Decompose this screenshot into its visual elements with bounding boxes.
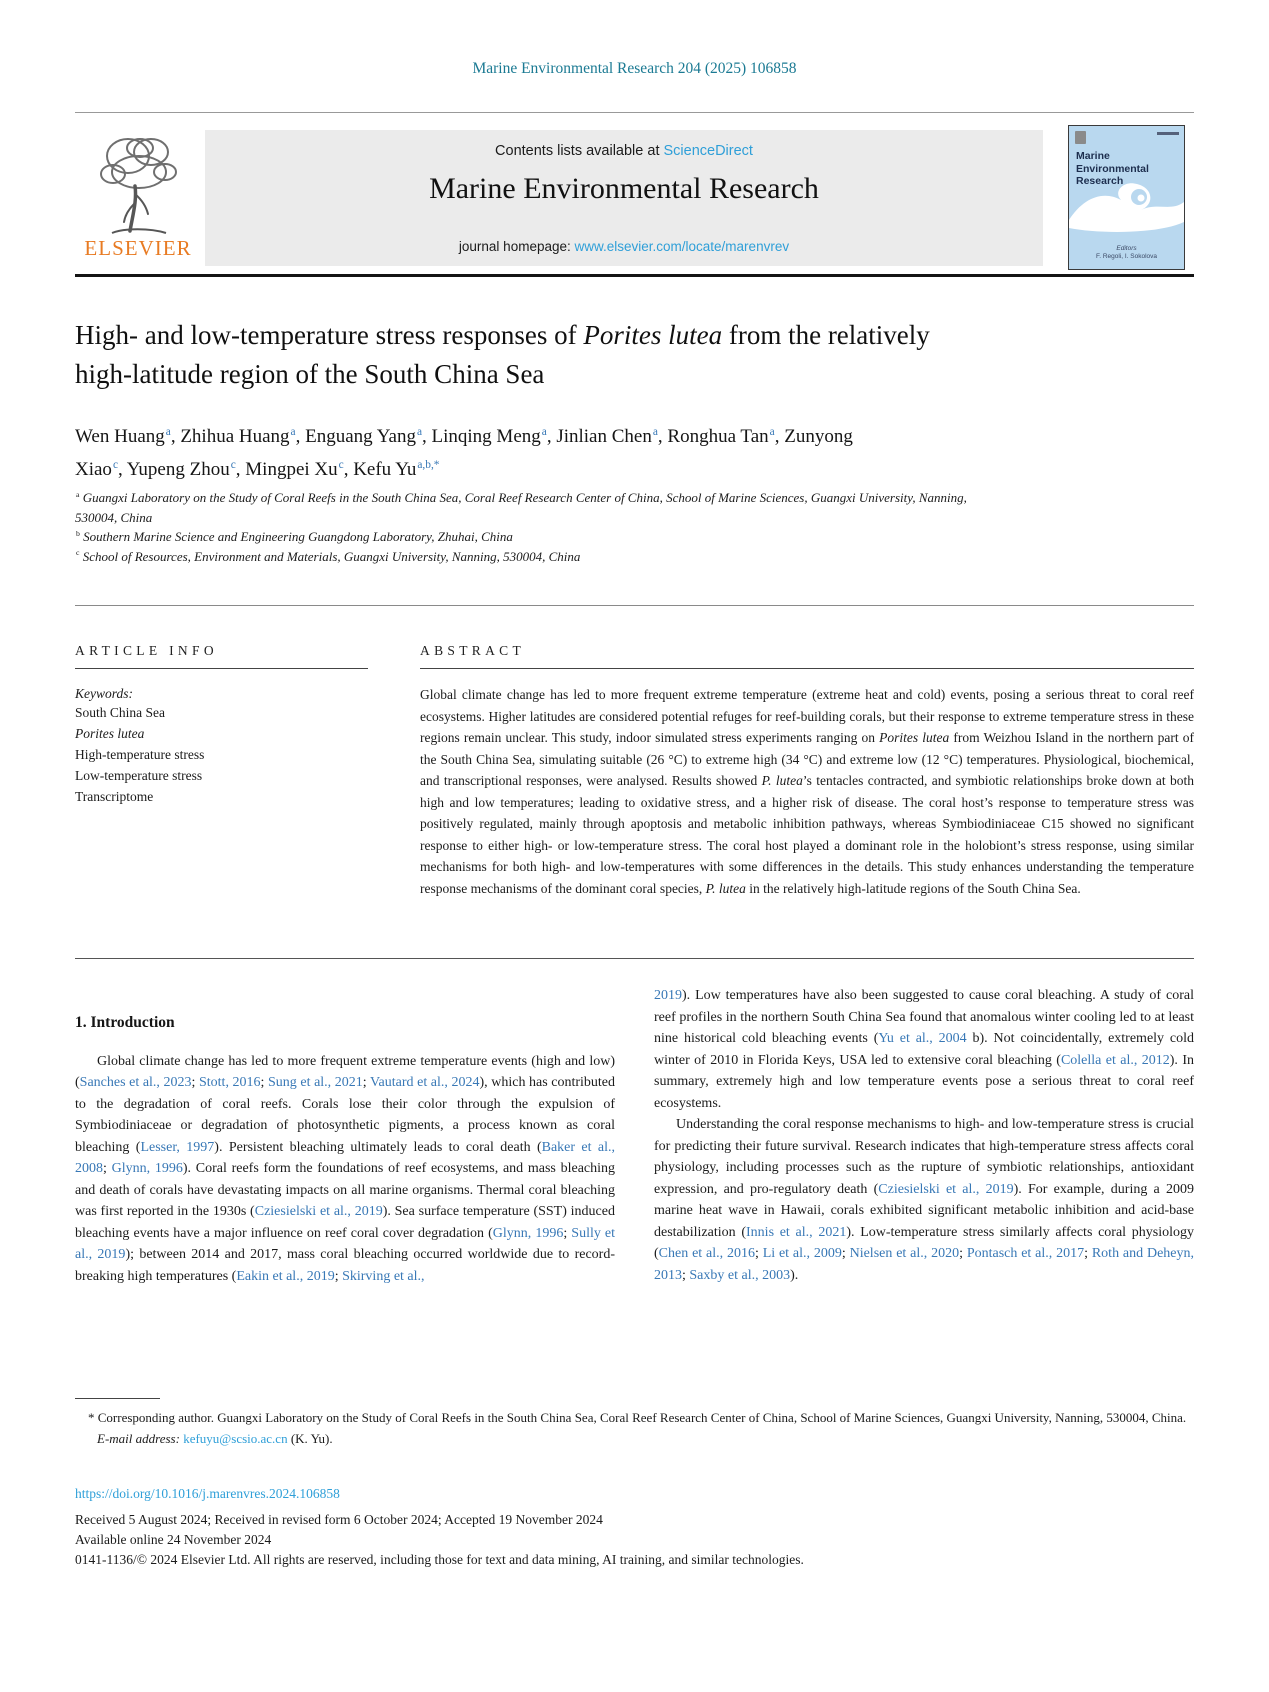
article-info-column <box>75 643 368 807</box>
intro-paragraph-1-continued <box>654 985 1194 1114</box>
text-segment: , <box>235 459 246 480</box>
masthead <box>75 128 1194 268</box>
body-column-left <box>75 985 615 1287</box>
affiliation-a <box>75 488 975 527</box>
text-segment: , <box>118 459 127 480</box>
text-segment: b). Not coincidentally, extremely cold winter of 2010 in Florida Keys, USA led to extensive coral bleaching ( <box>654 1031 1194 1068</box>
contents-prefix: Contents lists available at <box>495 143 664 159</box>
citation-link[interactable]: Cziesielski et al., 2019 <box>878 1181 1014 1197</box>
text-segment: Yupeng Zhou <box>126 459 230 480</box>
hyperlink[interactable]: kefuyu@scsio.ac.cn <box>183 1430 288 1446</box>
text-segment: ). <box>790 1267 799 1283</box>
text-segment: ), which has contributed to the degradation of coral reefs. Corals lose their color through the expulsion of Symbiodiniaceae or degradation of photosynthetic pigments, a process known as coral bleaching ( <box>75 1075 616 1155</box>
text-segment: P. lutea <box>705 880 746 896</box>
contents-line <box>205 143 1043 159</box>
citation-link[interactable]: Innis et al., 2021 <box>746 1224 847 1240</box>
text-segment: in the relatively high-latitude regions of the South China Sea. <box>745 880 1081 896</box>
cover-elsevier-mini-logo <box>1075 131 1086 144</box>
citation-link[interactable]: Yu et al., 2004 <box>878 1031 967 1046</box>
text-segment: E-mail address: <box>97 1430 184 1446</box>
elsevier-tree-icon <box>88 128 188 240</box>
text-segment: ; <box>334 1268 343 1284</box>
text-segment: Porites lutea <box>583 320 723 350</box>
text-segment: a <box>541 425 547 438</box>
text-segment: ; <box>563 1225 572 1241</box>
keyword-item <box>75 765 368 786</box>
text-segment: a <box>76 489 80 499</box>
doi-link[interactable]: https://doi.org/10.1016/j.marenvres.2024.106858 <box>75 1486 340 1501</box>
text-segment: from Weizhou Island in the northern part of the South China Sea, simulating suitable (26 °C) to extreme high (34 °C) and extreme low (12 °C) temperatures. Physiological, biochemical, and transcriptional responses, were analysed. Results showed <box>420 730 1194 788</box>
citation-link[interactable]: Nielsen et al., 2020 <box>849 1246 960 1261</box>
citation-link[interactable]: Roth and Deheyn, 2013 <box>654 1246 1195 1283</box>
text-segment: ); between 2014 and 2017, mass coral bleaching occurred worldwide due to record-breaking high temperatures ( <box>75 1247 615 1284</box>
text-segment: Global climate change has led to more frequent extreme temperature (extreme heat and cold) events, posing a serious threat to coral reef ecosystems. Higher latitudes are considered potential refuges for reef-building corals, but their response to extreme temperature stress in these regions remain unclear. This study, indoor simulated stress experiments ranging on <box>420 687 1194 745</box>
text-segment: ). For example, during a 2009 marine heat wave in Hawaii, corals exhibited significant metabolic inhibition and acid-base destabilization ( <box>654 1181 1194 1240</box>
text-segment: , <box>295 426 306 447</box>
journal-title: Marine Environmental Research <box>429 172 819 205</box>
cover-issn-mark <box>1157 132 1179 135</box>
citation-link[interactable]: Colella et al., 2012 <box>1060 1052 1170 1068</box>
text-segment: Linqing Meng <box>431 426 541 447</box>
text-segment: ). Persistent bleaching ultimately leads to coral death ( <box>214 1139 542 1155</box>
keywords-label: Keywords: <box>75 686 133 701</box>
abstract-heading: ABSTRACT <box>420 643 526 658</box>
introduction-heading: 1. Introduction <box>75 1014 175 1031</box>
text-segment: Understanding the coral response mechanisms to high- and low-temperature stress is crucial for predicting their future survival. Research indicates that high-temperature stress affects coral physiology, including processes such as the rupture of symbiotic relationships, antioxidant expression, and pro-regulatory death ( <box>654 1117 1194 1197</box>
info-abstract-top-rule <box>75 605 1194 606</box>
citation-link[interactable]: 2019 <box>654 988 682 1003</box>
text-segment: Porites lutea <box>75 726 145 741</box>
text-segment: a <box>416 425 423 438</box>
text-segment: School of Resources, Environment and Materials, Guangxi University, Nanning, 530004, China <box>82 548 581 564</box>
citation-link[interactable]: Cziesielski et al., 2019 <box>254 1204 383 1219</box>
text-segment: c <box>112 458 118 471</box>
intro-paragraph-2 <box>654 1114 1194 1286</box>
text-segment: b <box>76 528 80 538</box>
citation-link[interactable]: Lesser, 1997 <box>140 1139 215 1155</box>
citation-link[interactable]: Eakin et al., 2019 <box>236 1268 335 1284</box>
citation-link[interactable]: Sanches et al., 2023 <box>79 1075 192 1090</box>
text-segment: c <box>338 458 344 471</box>
text-segment: a <box>652 425 658 438</box>
affiliation-b <box>75 527 975 547</box>
text-segment: a <box>769 425 775 438</box>
text-segment: Global climate change has led to more frequent extreme temperature events (high and low) ( <box>75 1053 615 1090</box>
text-segment: (K. Yu). <box>287 1430 333 1446</box>
article-history-footer <box>75 1484 1194 1570</box>
cover-editors-label: Editors <box>1116 245 1137 252</box>
cover-editors <box>1069 245 1184 261</box>
text-segment: ; <box>260 1075 269 1090</box>
text-segment: P. lutea <box>761 773 803 788</box>
text-segment: ). Coral reefs form the foundations of reef ecosystems, and mass bleaching and death of corals have devastating impacts on all marine organisms. Thermal coral bleaching was first reported in the 1930s ( <box>75 1161 616 1219</box>
article-info-heading-rule <box>75 668 368 669</box>
citation-link[interactable]: Skirving et al., <box>342 1268 425 1284</box>
text-segment: a <box>290 425 296 438</box>
intro-paragraph-1 <box>75 1051 615 1288</box>
keyword-item <box>75 702 368 723</box>
text-segment: Ronghua Tan <box>667 426 769 447</box>
text-segment: ; <box>754 1246 763 1261</box>
citation-link[interactable]: Glynn, 1996 <box>111 1161 183 1176</box>
citation-link[interactable]: Sung et al., 2021 <box>268 1075 363 1090</box>
text-segment: , <box>343 459 354 480</box>
text-segment: Low-temperature stress <box>75 768 203 783</box>
corresponding-author-text: * Corresponding author. Guangxi Laboratory on the Study of Coral Reefs in the South China Sea, Coral Reef Research Center of China, School of Marine Sciences, Guangxi University, Nanning, 530004, China. <box>88 1410 1187 1425</box>
text-segment: ). In summary, extremely high and low temperature events pose a serious threat to coral reef ecosystems. <box>654 1052 1194 1111</box>
citation-link[interactable]: Li et al., 2009 <box>762 1246 842 1261</box>
elsevier-wordmark: ELSEVIER <box>84 236 192 260</box>
text-segment: ). Low temperatures have also been suggested to cause coral bleaching. A study of coral reef profiles in the northern South China Sea found that anomalous winter cooling led to at least nine historical cold bleaching events ( <box>654 988 1194 1046</box>
text-segment: South China Sea <box>75 705 165 720</box>
text-segment: Enguang Yang <box>305 426 416 447</box>
text-segment: Zunyong Xiao <box>75 426 853 480</box>
text-segment: c <box>76 548 80 558</box>
available-online-date: Available online 24 November 2024 <box>75 1532 272 1547</box>
email-line <box>97 1429 1194 1450</box>
text-segment: a <box>165 425 171 438</box>
text-segment: ). Sea surface temperature (SST) induced bleaching events have a major influence on reef coral cover degradation ( <box>75 1204 615 1241</box>
text-segment: Mingpei Xu <box>245 459 338 480</box>
homepage-prefix: journal homepage: <box>458 239 575 254</box>
copyright-line: 0141-1136/© 2024 Elsevier Ltd. All rights are reserved, including those for text and data mining, AI training, and similar technologies. <box>75 1552 804 1567</box>
citation-link[interactable]: Saxby et al., 2003 <box>689 1267 791 1283</box>
text-segment: a,b,* <box>417 458 440 471</box>
keyword-item <box>75 723 368 744</box>
keyword-item <box>75 744 368 765</box>
text-segment: Jinlian Chen <box>556 426 652 447</box>
text-segment: ; <box>841 1246 850 1261</box>
text-segment: Southern Marine Science and Engineering Guangdong Laboratory, Zhuhai, China <box>83 529 513 544</box>
text-segment: ; <box>682 1267 690 1283</box>
citation-link[interactable]: Baker et al., 2008 <box>75 1139 615 1176</box>
text-segment: , <box>422 426 432 447</box>
elsevier-logo <box>75 128 201 268</box>
citation-link[interactable]: Sully et al., 2019 <box>75 1225 616 1262</box>
keyword-item <box>75 786 368 807</box>
citation-link[interactable]: Stott, 2016 <box>198 1075 261 1090</box>
text-segment: ; <box>1084 1246 1092 1261</box>
text-segment: Transcriptome <box>75 789 154 804</box>
text-segment: from the relatively high-latitude region of the South China Sea <box>75 320 930 389</box>
homepage-line <box>205 239 1043 254</box>
abstract-text <box>420 684 1194 899</box>
citation-link[interactable]: Glynn, 1996 <box>492 1225 564 1241</box>
text-segment: , <box>546 426 557 447</box>
abstract-bottom-rule <box>75 958 1194 959</box>
text-segment: , <box>170 426 181 447</box>
article-title <box>75 316 930 394</box>
text-segment: High-temperature stress <box>75 747 205 762</box>
body-column-right <box>654 985 1194 1286</box>
citation-link[interactable]: Chen et al., 2016 <box>658 1246 755 1261</box>
text-segment: Porites lutea <box>879 730 950 745</box>
citation-link[interactable]: Pontasch et al., 2017 <box>966 1246 1085 1261</box>
text-segment: c <box>230 458 236 471</box>
article-info-heading: ARTICLE INFO <box>75 643 218 658</box>
received-dates: Received 5 August 2024; Received in revised form 6 October 2024; Accepted 19 November 2024 <box>75 1512 603 1527</box>
text-segment: ). Low-temperature stress similarly affects coral physiology ( <box>654 1224 1194 1261</box>
text-segment: High- and low-temperature stress responses of <box>75 320 584 350</box>
cover-wave-graphic <box>1069 178 1184 238</box>
text-segment: , <box>657 426 668 447</box>
cover-title-line2: Environmental <box>1076 162 1149 175</box>
cover-title-line1: Marine <box>1076 150 1110 162</box>
text-segment: , <box>774 426 785 447</box>
header-hairline-rule <box>75 112 1194 113</box>
citation-link[interactable]: Vautard et al., 2024 <box>369 1075 480 1090</box>
cover-title-line3: Research <box>1076 175 1124 187</box>
affiliation-c <box>75 547 975 567</box>
text-segment: Kefu Yu <box>353 459 417 480</box>
text-segment: ; <box>959 1246 967 1261</box>
sciencedirect-link[interactable]: ScienceDirect <box>663 143 753 159</box>
author-list <box>75 420 895 486</box>
text-segment: ; <box>191 1075 199 1090</box>
abstract-column <box>420 643 1194 899</box>
journal-masthead-box <box>205 130 1043 266</box>
corresponding-author-footnote <box>75 1398 1194 1449</box>
journal-cover-thumbnail[interactable] <box>1068 125 1185 270</box>
text-segment: Wen Huang <box>75 426 165 447</box>
text-segment: Guangxi Laboratory on the Study of Coral Reefs in the South China Sea, Coral Reef Research Center of China, School of Marine Sciences, Guangxi University, Nanning, 530004, China <box>75 490 967 525</box>
cover-editors-names: F. Regoli, I. Sokolova <box>1095 253 1158 260</box>
text-segment: Zhihua Huang <box>180 426 290 447</box>
masthead-bottom-rule <box>75 274 1194 277</box>
affiliations <box>75 488 975 566</box>
text-segment: ; <box>362 1075 370 1090</box>
journal-homepage-link[interactable]: www.elsevier.com/locate/marenvrev <box>574 239 790 254</box>
footnote-rule <box>75 1398 160 1399</box>
abstract-heading-rule <box>420 668 1194 669</box>
text-segment: ’s tentacles contracted, and symbiotic relationships broke down at both high and low temperatures; leading to oxidative stress, and a higher risk of disease. The coral host’s response to temperature stress was positively regulated, mainly through apoptosis and metabolic inhibition pathways, whereas Symbiodiniaceae C15 showed no significant response to either high- or low-temperature stress. The coral host played a dominant role in the holobiont’s stress response, using similar mechanisms for both high- and low-temperatures with some differences in the details. This study enhances understanding the temperature response mechanisms of the dominant coral species, <box>420 773 1195 896</box>
journal-reference-header: Marine Environmental Research 204 (2025) 106858 <box>472 60 797 77</box>
text-segment: ; <box>103 1161 112 1176</box>
